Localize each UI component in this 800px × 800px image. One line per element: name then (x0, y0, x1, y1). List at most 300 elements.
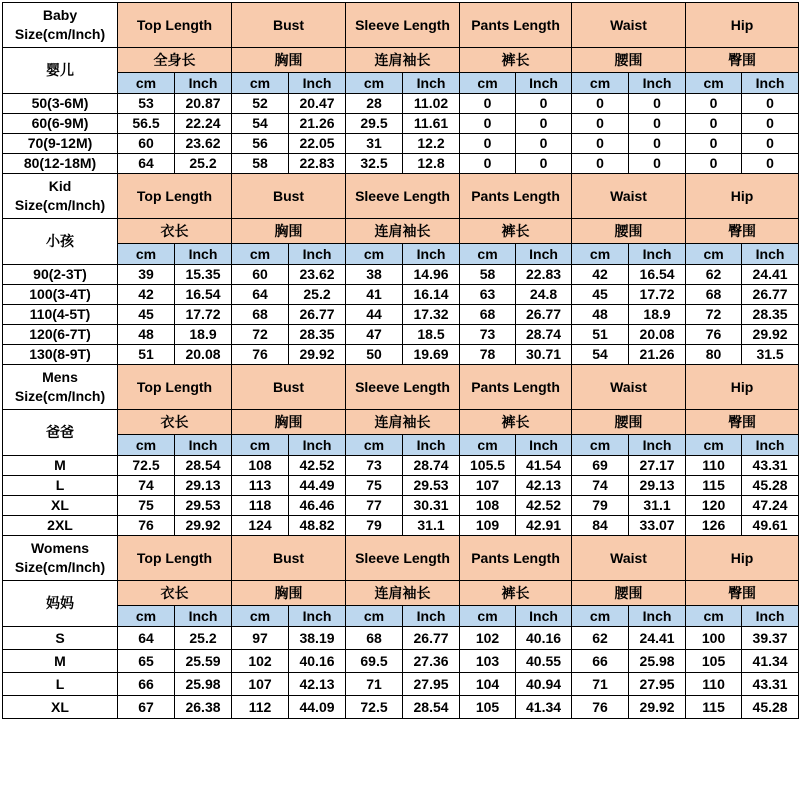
section-chinese-label: 爸爸 (3, 410, 118, 456)
table-row (3, 673, 799, 696)
chinese-measurement-header: 连肩袖长 (346, 581, 460, 606)
size-chart-body (3, 3, 799, 719)
size-label: XL (3, 696, 118, 719)
size-value: 31.5 (742, 345, 799, 365)
section-size-label (3, 365, 118, 410)
size-value: 47 (346, 325, 403, 345)
unit-cm: cm (232, 606, 289, 627)
unit-cm: cm (572, 606, 629, 627)
measurement-header: Top Length (118, 365, 232, 410)
size-value: 40.16 (516, 627, 572, 650)
chinese-measurement-header: 臀围 (686, 581, 799, 606)
size-value: 16.54 (175, 285, 232, 305)
table-row (3, 516, 799, 536)
size-value: 23.62 (289, 265, 346, 285)
size-value: 21.26 (289, 114, 346, 134)
size-value: 62 (686, 265, 742, 285)
size-value: 102 (232, 650, 289, 673)
size-value: 27.95 (629, 673, 686, 696)
size-value: 0 (572, 134, 629, 154)
section-header-row (3, 174, 799, 219)
size-value: 42.52 (516, 496, 572, 516)
unit-cm: cm (686, 435, 742, 456)
size-value: 44.09 (289, 696, 346, 719)
size-value: 48 (118, 325, 175, 345)
size-value: 68 (346, 627, 403, 650)
section-title: Womens (30, 540, 90, 557)
size-value: 25.98 (629, 650, 686, 673)
size-value: 84 (572, 516, 629, 536)
size-label: 110(4-5T) (3, 305, 118, 325)
size-value: 66 (118, 673, 175, 696)
size-value: 68 (232, 305, 289, 325)
table-row (3, 265, 799, 285)
size-value: 0 (686, 134, 742, 154)
unit-cm: cm (460, 606, 516, 627)
size-value: 28.54 (403, 696, 460, 719)
size-value: 44.49 (289, 476, 346, 496)
size-value: 41.54 (516, 456, 572, 476)
measurement-header: Top Length (118, 3, 232, 48)
size-value: 43.31 (742, 456, 799, 476)
unit-inch: Inch (289, 435, 346, 456)
size-value: 25.2 (175, 627, 232, 650)
table-row (3, 650, 799, 673)
size-value: 28.35 (289, 325, 346, 345)
size-value: 103 (460, 650, 516, 673)
chinese-measurement-header: 衣长 (118, 219, 232, 244)
size-label: M (3, 456, 118, 476)
size-label: 130(8-9T) (3, 345, 118, 365)
size-value: 42.13 (289, 673, 346, 696)
unit-cm: cm (118, 435, 175, 456)
size-value: 66 (572, 650, 629, 673)
table-row (3, 285, 799, 305)
size-value: 112 (232, 696, 289, 719)
size-value: 75 (118, 496, 175, 516)
size-value: 71 (346, 673, 403, 696)
size-value: 110 (686, 673, 742, 696)
chinese-measurement-header: 裤长 (460, 48, 572, 73)
section-chinese-label: 妈妈 (3, 581, 118, 627)
size-value: 41.34 (516, 696, 572, 719)
size-label: L (3, 673, 118, 696)
measurement-header: Bust (232, 536, 346, 581)
chinese-header-row (3, 48, 799, 73)
size-label: 70(9-12M) (3, 134, 118, 154)
measurement-header: Waist (572, 3, 686, 48)
unit-inch: Inch (403, 244, 460, 265)
size-value: 77 (346, 496, 403, 516)
size-value: 18.5 (403, 325, 460, 345)
size-label: 120(6-7T) (3, 325, 118, 345)
table-row (3, 627, 799, 650)
unit-inch: Inch (742, 606, 799, 627)
size-value: 74 (572, 476, 629, 496)
measurement-header: Waist (572, 536, 686, 581)
size-value: 53 (118, 94, 175, 114)
unit-inch: Inch (516, 435, 572, 456)
section-title: Kid (48, 178, 72, 195)
chinese-measurement-header: 裤长 (460, 581, 572, 606)
measurement-header: Sleeve Length (346, 536, 460, 581)
size-label: M (3, 650, 118, 673)
size-value: 38 (346, 265, 403, 285)
table-row (3, 345, 799, 365)
size-value: 29.13 (629, 476, 686, 496)
chinese-measurement-header: 连肩袖长 (346, 219, 460, 244)
measurement-header: Pants Length (460, 365, 572, 410)
unit-cm: cm (232, 244, 289, 265)
size-value: 105.5 (460, 456, 516, 476)
size-value: 18.9 (175, 325, 232, 345)
unit-inch: Inch (629, 435, 686, 456)
size-value: 63 (460, 285, 516, 305)
size-value: 29.92 (289, 345, 346, 365)
size-value: 38.19 (289, 627, 346, 650)
size-value: 25.98 (175, 673, 232, 696)
size-value: 42.52 (289, 456, 346, 476)
size-value: 24.8 (516, 285, 572, 305)
size-value: 0 (742, 94, 799, 114)
chinese-measurement-header: 腰围 (572, 410, 686, 435)
size-value: 29.13 (175, 476, 232, 496)
size-value: 62 (572, 627, 629, 650)
unit-header-row (3, 435, 799, 456)
size-value: 118 (232, 496, 289, 516)
size-value: 45 (572, 285, 629, 305)
size-value: 17.72 (175, 305, 232, 325)
measurement-header: Hip (686, 3, 799, 48)
size-value: 68 (686, 285, 742, 305)
size-value: 54 (232, 114, 289, 134)
size-value: 64 (118, 627, 175, 650)
unit-inch: Inch (742, 435, 799, 456)
size-value: 33.07 (629, 516, 686, 536)
size-value: 79 (572, 496, 629, 516)
size-value: 28.74 (516, 325, 572, 345)
table-row (3, 476, 799, 496)
size-value: 0 (572, 94, 629, 114)
size-value: 20.87 (175, 94, 232, 114)
chinese-measurement-header: 腰围 (572, 581, 686, 606)
size-value: 56.5 (118, 114, 175, 134)
unit-cm: cm (572, 244, 629, 265)
unit-cm: cm (346, 244, 403, 265)
section-chinese-label: 小孩 (3, 219, 118, 265)
size-value: 0 (629, 94, 686, 114)
size-value: 42 (572, 265, 629, 285)
size-value: 31.1 (629, 496, 686, 516)
unit-inch: Inch (516, 73, 572, 94)
size-value: 72 (232, 325, 289, 345)
size-value: 110 (686, 456, 742, 476)
size-value: 0 (516, 114, 572, 134)
section-size-label (3, 174, 118, 219)
size-value: 0 (629, 154, 686, 174)
measurement-header: Bust (232, 365, 346, 410)
size-value: 120 (686, 496, 742, 516)
size-value: 0 (516, 154, 572, 174)
size-value: 20.08 (629, 325, 686, 345)
size-value: 64 (118, 154, 175, 174)
size-value: 25.2 (289, 285, 346, 305)
size-value: 48.82 (289, 516, 346, 536)
size-value: 65 (118, 650, 175, 673)
size-value: 15.35 (175, 265, 232, 285)
size-value: 51 (118, 345, 175, 365)
unit-inch: Inch (175, 244, 232, 265)
size-value: 17.32 (403, 305, 460, 325)
size-value: 100 (686, 627, 742, 650)
size-value: 16.54 (629, 265, 686, 285)
chinese-measurement-header: 连肩袖长 (346, 410, 460, 435)
chinese-measurement-header: 臀围 (686, 219, 799, 244)
size-value: 109 (460, 516, 516, 536)
size-value: 113 (232, 476, 289, 496)
size-value: 42 (118, 285, 175, 305)
size-value: 45 (118, 305, 175, 325)
size-value: 108 (460, 496, 516, 516)
size-value: 76 (232, 345, 289, 365)
measurement-header: Hip (686, 536, 799, 581)
section-unit-label: Size(cm/Inch) (14, 26, 106, 42)
size-value: 58 (460, 265, 516, 285)
size-value: 67 (118, 696, 175, 719)
size-value: 28.74 (403, 456, 460, 476)
chinese-measurement-header: 衣长 (118, 581, 232, 606)
size-value: 73 (460, 325, 516, 345)
size-value: 14.96 (403, 265, 460, 285)
size-value: 51 (572, 325, 629, 345)
unit-inch: Inch (742, 73, 799, 94)
unit-inch: Inch (403, 73, 460, 94)
size-value: 72.5 (346, 696, 403, 719)
size-value: 40.94 (516, 673, 572, 696)
section-size-label (3, 536, 118, 581)
size-value: 26.77 (403, 627, 460, 650)
size-value: 39.37 (742, 627, 799, 650)
size-value: 29.92 (175, 516, 232, 536)
size-value: 79 (346, 516, 403, 536)
size-value: 31 (346, 134, 403, 154)
size-value: 76 (118, 516, 175, 536)
unit-cm: cm (346, 435, 403, 456)
measurement-header: Bust (232, 3, 346, 48)
measurement-header: Bust (232, 174, 346, 219)
size-value: 20.08 (175, 345, 232, 365)
measurement-header: Pants Length (460, 536, 572, 581)
unit-cm: cm (118, 606, 175, 627)
size-value: 29.92 (742, 325, 799, 345)
chinese-measurement-header: 胸围 (232, 581, 346, 606)
chinese-measurement-header: 腰围 (572, 48, 686, 73)
measurement-header: Waist (572, 174, 686, 219)
unit-inch: Inch (629, 606, 686, 627)
size-value: 18.9 (629, 305, 686, 325)
chinese-measurement-header: 臀围 (686, 410, 799, 435)
size-value: 24.41 (629, 627, 686, 650)
chinese-measurement-header: 胸围 (232, 48, 346, 73)
size-value: 74 (118, 476, 175, 496)
unit-cm: cm (232, 435, 289, 456)
chinese-measurement-header: 连肩袖长 (346, 48, 460, 73)
measurement-header: Hip (686, 174, 799, 219)
size-value: 23.62 (175, 134, 232, 154)
section-size-label (3, 3, 118, 48)
table-row (3, 305, 799, 325)
unit-inch: Inch (289, 244, 346, 265)
size-value: 0 (460, 114, 516, 134)
size-value: 80 (686, 345, 742, 365)
section-title: Baby (42, 7, 78, 24)
unit-inch: Inch (289, 606, 346, 627)
size-value: 52 (232, 94, 289, 114)
size-value: 43.31 (742, 673, 799, 696)
size-value: 0 (572, 114, 629, 134)
chinese-header-row (3, 219, 799, 244)
size-value: 0 (629, 114, 686, 134)
section-title: Mens (42, 369, 78, 386)
size-value: 29.5 (346, 114, 403, 134)
size-value: 115 (686, 696, 742, 719)
section-unit-label: Size(cm/Inch) (14, 388, 106, 404)
size-value: 107 (460, 476, 516, 496)
unit-cm: cm (232, 73, 289, 94)
chinese-measurement-header: 臀围 (686, 48, 799, 73)
size-value: 42.91 (516, 516, 572, 536)
size-value: 32.5 (346, 154, 403, 174)
size-label: XL (3, 496, 118, 516)
unit-cm: cm (686, 606, 742, 627)
size-value: 0 (460, 154, 516, 174)
size-value: 126 (686, 516, 742, 536)
unit-cm: cm (686, 73, 742, 94)
chinese-measurement-header: 胸围 (232, 219, 346, 244)
measurement-header: Sleeve Length (346, 3, 460, 48)
size-value: 76 (686, 325, 742, 345)
size-value: 0 (686, 154, 742, 174)
size-value: 26.38 (175, 696, 232, 719)
size-label: L (3, 476, 118, 496)
size-value: 29.53 (175, 496, 232, 516)
size-value: 76 (572, 696, 629, 719)
chinese-measurement-header: 裤长 (460, 410, 572, 435)
size-value: 72 (686, 305, 742, 325)
size-value: 30.31 (403, 496, 460, 516)
size-label: 50(3-6M) (3, 94, 118, 114)
table-row (3, 325, 799, 345)
size-value: 0 (460, 134, 516, 154)
size-value: 17.72 (629, 285, 686, 305)
size-value: 0 (629, 134, 686, 154)
measurement-header: Sleeve Length (346, 365, 460, 410)
chinese-measurement-header: 衣长 (118, 410, 232, 435)
size-value: 0 (516, 134, 572, 154)
unit-cm: cm (460, 435, 516, 456)
size-value: 28 (346, 94, 403, 114)
measurement-header: Pants Length (460, 174, 572, 219)
unit-inch: Inch (175, 606, 232, 627)
size-value: 12.8 (403, 154, 460, 174)
size-label: 90(2-3T) (3, 265, 118, 285)
measurement-header: Top Length (118, 536, 232, 581)
size-value: 60 (232, 265, 289, 285)
size-value: 40.16 (289, 650, 346, 673)
size-value: 12.2 (403, 134, 460, 154)
unit-cm: cm (346, 606, 403, 627)
size-value: 105 (686, 650, 742, 673)
section-header-row (3, 3, 799, 48)
table-row (3, 114, 799, 134)
size-value: 22.24 (175, 114, 232, 134)
size-label: S (3, 627, 118, 650)
size-value: 72.5 (118, 456, 175, 476)
size-value: 39 (118, 265, 175, 285)
unit-cm: cm (572, 73, 629, 94)
size-value: 71 (572, 673, 629, 696)
table-row (3, 154, 799, 174)
size-value: 22.83 (516, 265, 572, 285)
size-value: 45.28 (742, 476, 799, 496)
size-value: 27.36 (403, 650, 460, 673)
size-value: 105 (460, 696, 516, 719)
size-value: 0 (460, 94, 516, 114)
size-value: 58 (232, 154, 289, 174)
size-value: 26.77 (742, 285, 799, 305)
unit-cm: cm (118, 244, 175, 265)
unit-inch: Inch (516, 244, 572, 265)
size-label: 80(12-18M) (3, 154, 118, 174)
size-value: 50 (346, 345, 403, 365)
unit-inch: Inch (629, 244, 686, 265)
size-value: 47.24 (742, 496, 799, 516)
size-label: 60(6-9M) (3, 114, 118, 134)
unit-inch: Inch (742, 244, 799, 265)
section-chinese-label: 婴儿 (3, 48, 118, 94)
unit-header-row (3, 73, 799, 94)
size-value: 0 (742, 154, 799, 174)
measurement-header: Waist (572, 365, 686, 410)
chinese-measurement-header: 全身长 (118, 48, 232, 73)
unit-cm: cm (686, 244, 742, 265)
table-row (3, 696, 799, 719)
size-value: 124 (232, 516, 289, 536)
size-value: 28.54 (175, 456, 232, 476)
size-value: 25.59 (175, 650, 232, 673)
size-value: 21.26 (629, 345, 686, 365)
size-value: 22.83 (289, 154, 346, 174)
unit-cm: cm (460, 244, 516, 265)
size-value: 20.47 (289, 94, 346, 114)
chinese-measurement-header: 裤长 (460, 219, 572, 244)
size-value: 69.5 (346, 650, 403, 673)
unit-inch: Inch (175, 73, 232, 94)
size-value: 64 (232, 285, 289, 305)
unit-inch: Inch (175, 435, 232, 456)
unit-header-row (3, 606, 799, 627)
size-value: 115 (686, 476, 742, 496)
measurement-header: Sleeve Length (346, 174, 460, 219)
size-value: 0 (516, 94, 572, 114)
size-value: 102 (460, 627, 516, 650)
chinese-measurement-header: 腰围 (572, 219, 686, 244)
size-value: 69 (572, 456, 629, 476)
size-value: 75 (346, 476, 403, 496)
size-value: 29.53 (403, 476, 460, 496)
section-header-row (3, 536, 799, 581)
size-value: 11.02 (403, 94, 460, 114)
